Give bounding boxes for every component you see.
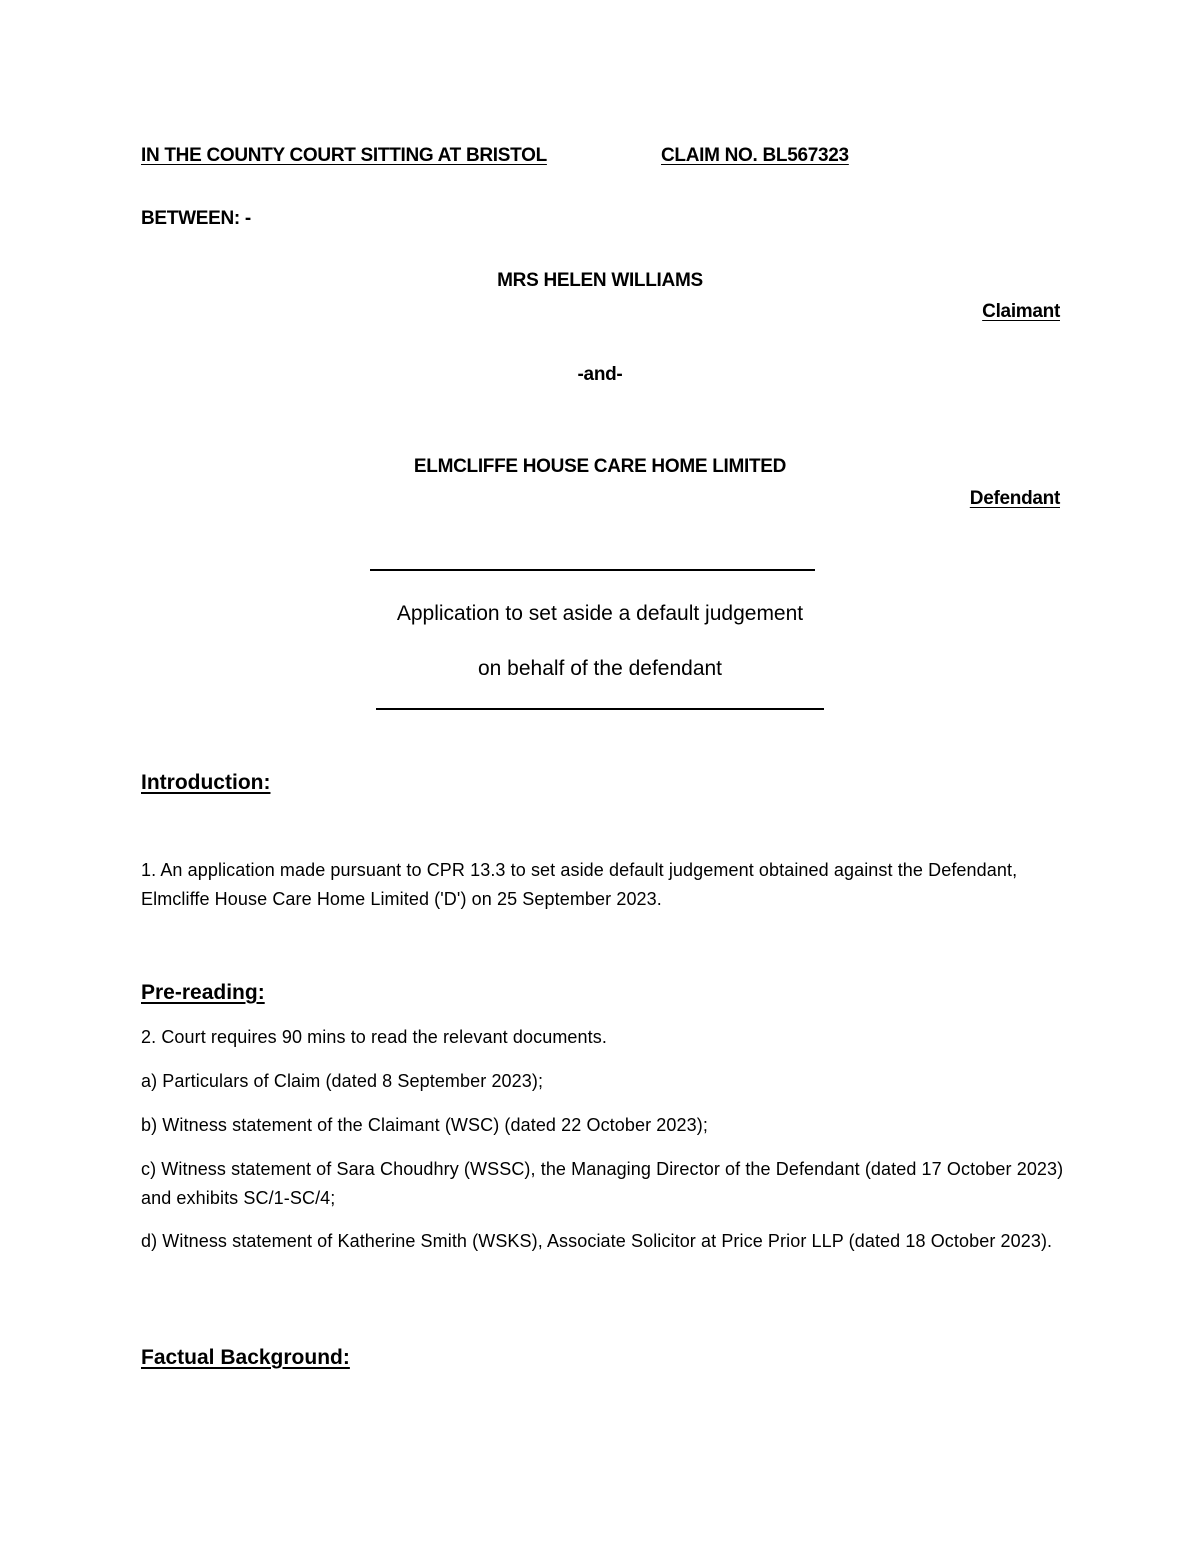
introduction-heading: Introduction:	[141, 771, 271, 794]
claimant-role: Claimant	[982, 301, 1060, 322]
defendant-role: Defendant	[969, 488, 1060, 509]
list-item-a: a) Particulars of Claim (dated 8 September 2023);	[141, 1071, 544, 1091]
title-rule-top	[370, 569, 815, 571]
factual-background-heading: Factual Background:	[141, 1346, 350, 1369]
prereading-heading: Pre-reading:	[141, 981, 265, 1004]
paragraph-2: 2. Court requires 90 mins to read the relevant documents.	[141, 1027, 607, 1047]
between-label: BETWEEN: -	[141, 208, 251, 229]
document-title-line-2: on behalf of the defendant	[477, 657, 723, 680]
defendant-name: ELMCLIFFE HOUSE CARE HOME LIMITED	[413, 456, 787, 477]
claim-number: CLAIM NO. BL567323	[661, 145, 849, 166]
title-rule-bottom	[376, 708, 824, 710]
and-separator: -and-	[577, 364, 623, 385]
list-item-d: d) Witness statement of Katherine Smith (WSKS), Associate Solicitor at Price Prior LLP (dated 18 October 2023).	[141, 1231, 1053, 1251]
claimant-name: MRS HELEN WILLIAMS	[497, 270, 703, 291]
list-item-b: b) Witness statement of the Claimant (WSC) (dated 22 October 2023);	[141, 1115, 708, 1135]
list-item-c: c) Witness statement of Sara Choudhry (WSSC), the Managing Director of the Defendant (dated 17 October 2023) and exhibits SC/1-SC/4;	[141, 1159, 1064, 1208]
paragraph-1: 1. An application made pursuant to CPR 13.3 to set aside default judgement obtained against the Defendant, Elmcliffe House Care Home Limited ('D') on 25 September 2023.	[141, 860, 1018, 909]
court-title: IN THE COUNTY COURT SITTING AT BRISTOL	[141, 145, 547, 166]
document-title-line-1: Application to set aside a default judgement	[396, 602, 804, 625]
